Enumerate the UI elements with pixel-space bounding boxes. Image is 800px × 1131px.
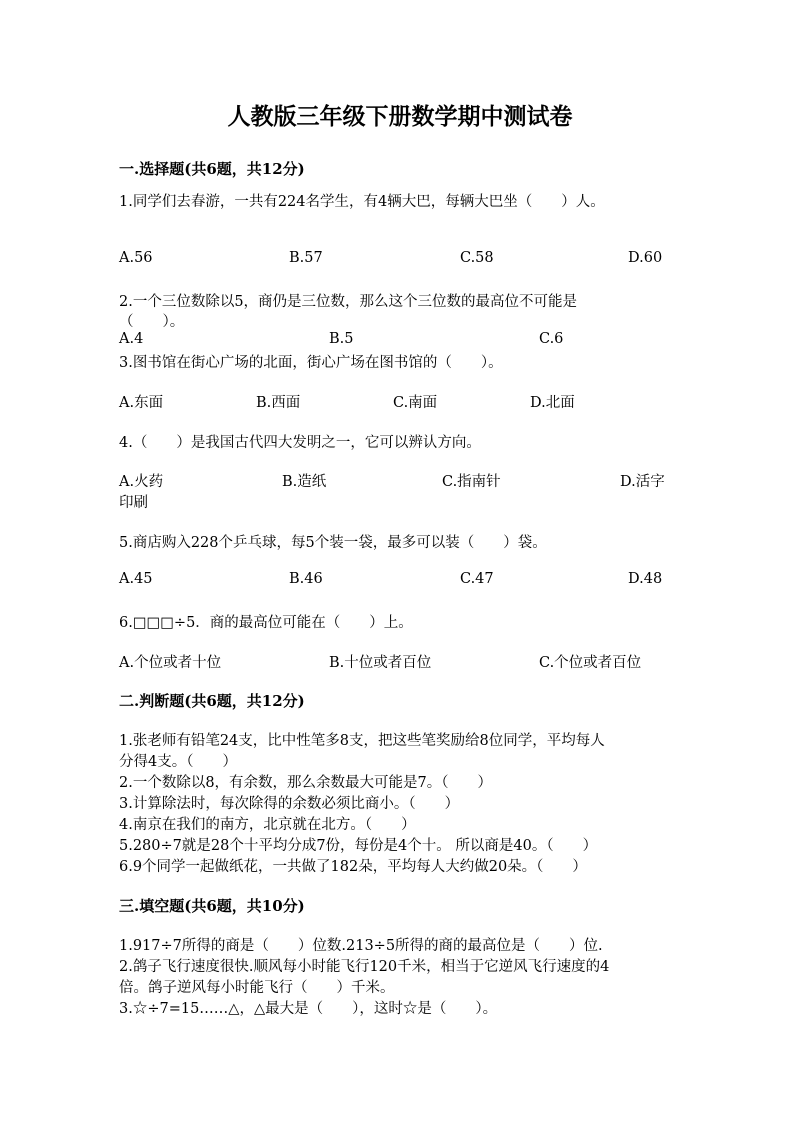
question-text: 4.（ ）是我国古代四大发明之一，它可以辨认方向。 — [119, 435, 481, 451]
question-text: 5.280÷7就是28个十平均分成7份，每份是4个十。 所以商是40。（ ） — [119, 838, 598, 854]
question-text: 3.图书馆在街心广场的北面，街心广场在图书馆的（ ）。 — [119, 355, 503, 371]
section-heading-judgment: 二.判断题(共6题，共12分) — [119, 692, 305, 710]
option-c: C.6 — [539, 331, 564, 347]
section-heading-fill-blank: 三.填空题(共6题，共10分) — [119, 897, 305, 915]
option-d-wrap: 印刷 — [119, 495, 148, 511]
option-d: D.北面 — [530, 395, 575, 411]
question-text: 6.9个同学一起做纸花，一共做了182朵，平均每人大约做20朵。（ ） — [119, 859, 587, 875]
question-text: 分得4支。（ ） — [119, 754, 237, 770]
option-a: A.4 — [119, 331, 144, 347]
option-d: D.48 — [628, 571, 663, 587]
option-c: C.58 — [460, 250, 494, 266]
option-b: B.造纸 — [282, 474, 327, 490]
option-b: B.5 — [329, 331, 354, 347]
question-text: 3.计算除法时，每次除得的余数必须比商小。（ ） — [119, 796, 460, 812]
page-title: 人教版三年级下册数学期中测试卷 — [227, 103, 573, 130]
option-b: B.46 — [289, 571, 323, 587]
option-d: D.活字 — [620, 474, 665, 490]
option-b: B.十位或者百位 — [329, 655, 432, 671]
question-text: 2.一个数除以8，有余数，那么余数最大可能是7。（ ） — [119, 775, 493, 791]
option-c: C.指南针 — [442, 474, 501, 490]
option-c: C.47 — [460, 571, 494, 587]
option-d: D.60 — [628, 250, 663, 266]
option-a: A.火药 — [119, 474, 164, 490]
option-a: A.东面 — [119, 395, 164, 411]
question-text: 6.□□□÷5．商的最高位可能在（ ）上。 — [119, 615, 413, 631]
question-text: 3.☆÷7=15……△，△最大是（ ），这时☆是（ ）。 — [119, 1001, 498, 1017]
option-c: C.个位或者百位 — [539, 655, 642, 671]
question-text: 5.商店购入228个乒乓球，每5个装一袋，最多可以装（ ）袋。 — [119, 535, 547, 551]
option-b: B.西面 — [256, 395, 301, 411]
question-text: 1.张老师有铅笔24支，比中性笔多8支，把这些笔奖励给8位同学，平均每人 — [119, 733, 605, 749]
section-heading-choice: 一.选择题(共6题，共12分) — [119, 160, 305, 178]
question-text: （ ）。 — [119, 314, 185, 330]
question-text: 倍。鸽子逆风每小时能飞行（ ）千米。 — [119, 980, 395, 996]
option-c: C.南面 — [393, 395, 438, 411]
option-a: A.个位或者十位 — [119, 655, 222, 671]
question-text: 2.鸽子飞行速度很快.顺风每小时能飞行120千米，相当于它逆风飞行速度的4 — [119, 959, 610, 975]
option-b: B.57 — [289, 250, 323, 266]
question-text: 1.同学们去春游，一共有224名学生，有4辆大巴，每辆大巴坐（ ）人。 — [119, 194, 605, 210]
question-text: 4.南京在我们的南方，北京就在北方。（ ） — [119, 817, 416, 833]
option-a: A.56 — [119, 250, 153, 266]
option-a: A.45 — [119, 571, 153, 587]
question-text: 2.一个三位数除以5，商仍是三位数，那么这个三位数的最高位不可能是 — [119, 294, 578, 310]
question-text: 1.917÷7所得的商是（ ）位数.213÷5所得的商的最高位是（ ）位. — [119, 938, 603, 954]
